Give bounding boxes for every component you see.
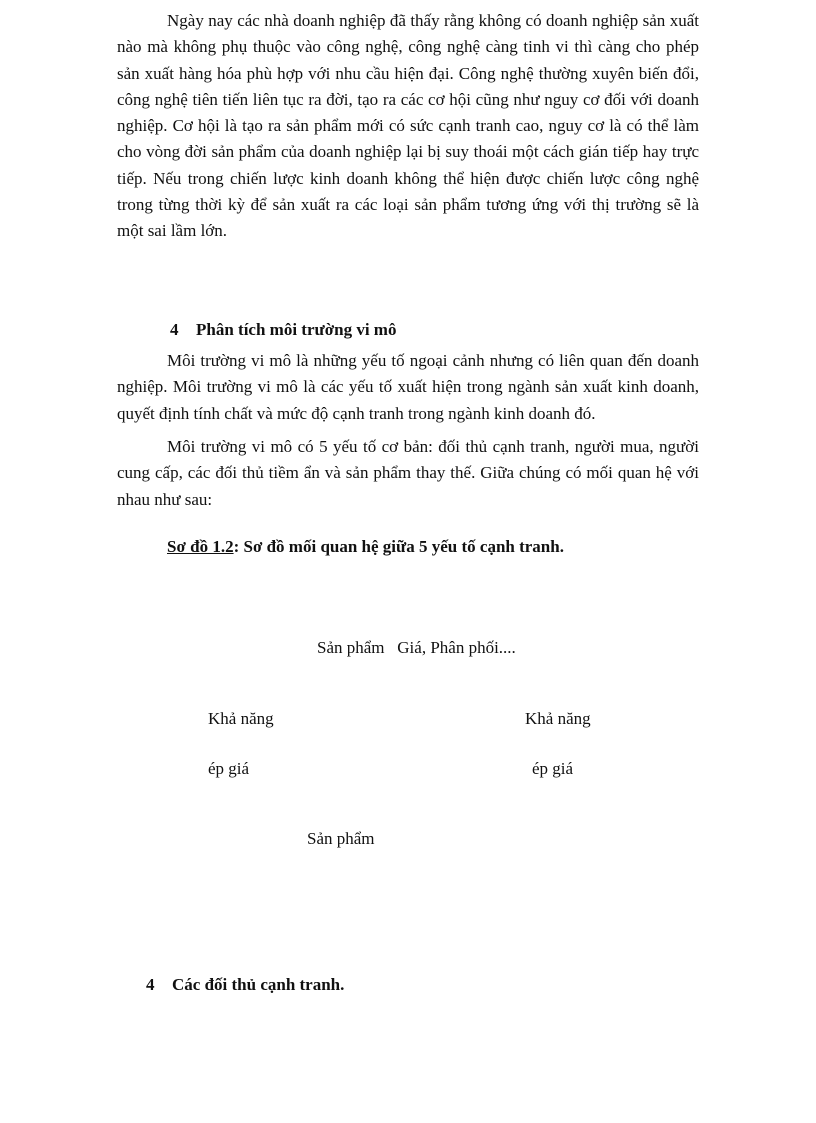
section-number: 4 <box>170 320 179 339</box>
diagram-label-left-line1: Khả năng <box>208 709 274 728</box>
diagram-label-bottom: Sản phẩm <box>307 829 375 848</box>
section-number: 4 <box>146 975 155 994</box>
section-title: Các đối thủ cạnh tranh. <box>172 975 345 994</box>
diagram-caption-label: Sơ đồ 1.2 <box>167 537 234 556</box>
diagram-label-right-line2: ép giá <box>532 759 574 778</box>
section-heading-competitors <box>146 975 344 995</box>
diagram-label-left-line2: ép giá <box>208 759 250 778</box>
section-title: Phân tích môi trường vi mô <box>196 320 397 339</box>
paragraph-micro-definition: Môi trường vi mô là những yếu tố ngoại cảnh nhưng có liên quan đến doanh nghiệp. Môi trường vi mô là các yếu tố xuất hiện trong ngành sản xuất kinh doanh, quyết định tính chất và mức độ cạnh tranh trong ngành kinh doanh đó. <box>117 351 699 423</box>
paragraph-technology: Ngày nay các nhà doanh nghiệp đã thấy rằng không có doanh nghiệp sản xuất nào mà không phụ thuộc vào công nghệ, công nghệ càng tinh vi thì càng cho phép sản xuất hàng hóa phù hợp với nhu cầu hiện đại. Công nghệ thường xuyên biến đổi, công nghệ tiên tiến liên tục ra đời, tạo ra các cơ hội cũng như nguy cơ đối với doanh nghiệp. Cơ hội là tạo ra sản phẩm mới có sức cạnh tranh cao, nguy cơ là có thể làm cho vòng đời sản phẩm của doanh nghiệp lại bị suy thoái một cách gián tiếp hay trực tiếp. Nếu trong chiến lược kinh doanh không thể hiện được chiến lược công nghệ trong từng thời kỳ để sản xuất ra các loại sản phẩm tương ứng với thị trường sẽ là một sai lầm lớn. <box>117 11 699 241</box>
diagram-caption <box>167 537 564 557</box>
diagram-label-top: Sản phẩm Giá, Phân phối.... <box>317 638 516 657</box>
diagram-caption-text: : Sơ đồ mối quan hệ giữa 5 yếu tố cạnh tranh. <box>233 537 564 556</box>
diagram-label-right-line1: Khả năng <box>525 709 591 728</box>
section-heading-micro-environment <box>170 320 396 340</box>
paragraph-five-factors: Môi trường vi mô có 5 yếu tố cơ bản: đối thủ cạnh tranh, người mua, người cung cấp, các đối thủ tiềm ẩn và sản phẩm thay thế. Giữa chúng có mối quan hệ với nhau như sau: <box>117 437 699 509</box>
